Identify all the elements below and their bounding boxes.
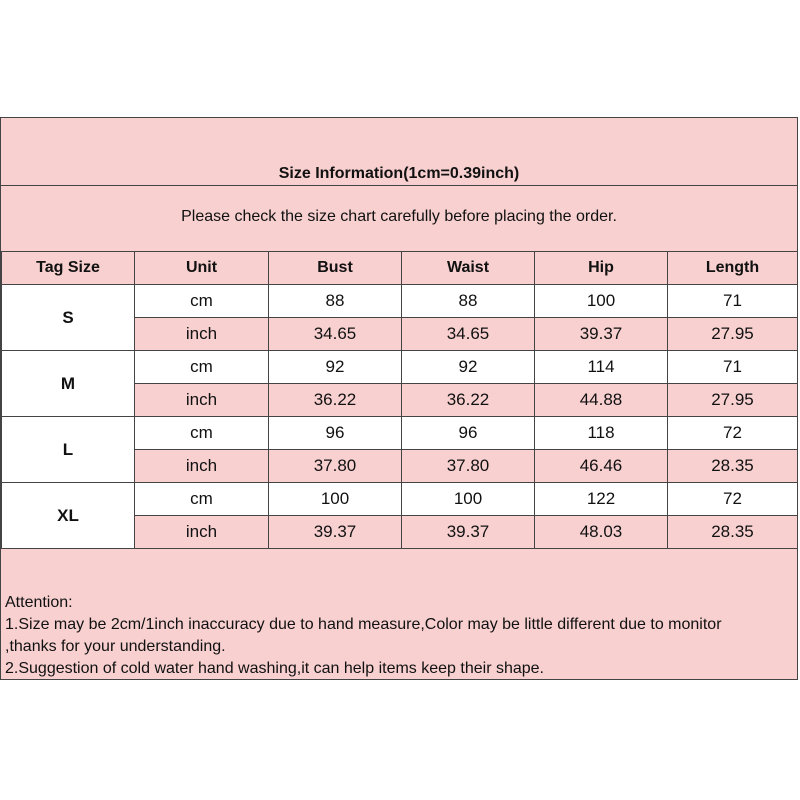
attention-line-1-continued: ,thanks for your understanding. [5,638,226,655]
unit-cell: inch [135,450,269,483]
unit-cell: inch [135,516,269,549]
bust-cell: 100 [269,483,402,516]
bust-cell: 36.22 [269,384,402,417]
hip-cell: 118 [535,417,668,450]
unit-cell: cm [135,483,269,516]
hip-cell: 100 [535,285,668,318]
attention-line-1: 1.Size may be 2cm/1inch inaccuracy due to hand measure,Color may be little different due to monitor [5,616,722,633]
chart-title: Size Information(1cm=0.39inch) [278,165,520,182]
unit-cell: inch [135,318,269,351]
waist-cell: 37.80 [402,450,535,483]
bust-cell: 92 [269,351,402,384]
table-row [2,285,798,318]
bust-cell: 34.65 [269,318,402,351]
size-chart-sheet [0,117,798,680]
tag-size-cell: L [2,417,135,483]
waist-cell: 39.37 [402,516,535,549]
chart-note: Please check the size chart carefully before placing the order. [181,208,617,225]
length-cell: 27.95 [668,384,798,417]
waist-cell: 100 [402,483,535,516]
unit-cell: inch [135,384,269,417]
unit-cell: cm [135,351,269,384]
table-row [2,351,798,384]
hip-cell: 48.03 [535,516,668,549]
header-tag-size: Tag Size [2,252,135,285]
divider [1,185,797,186]
size-table [1,251,798,549]
table-row [2,483,798,516]
tag-size-cell: M [2,351,135,417]
unit-cell: cm [135,285,269,318]
hip-cell: 122 [535,483,668,516]
bust-cell: 88 [269,285,402,318]
length-cell: 28.35 [668,450,798,483]
waist-cell: 96 [402,417,535,450]
length-cell: 28.35 [668,516,798,549]
waist-cell: 88 [402,285,535,318]
header-row [2,252,798,285]
table-row [2,417,798,450]
hip-cell: 114 [535,351,668,384]
header-waist: Waist [402,252,535,285]
header-unit: Unit [135,252,269,285]
attention-notes [5,592,795,680]
hip-cell: 44.88 [535,384,668,417]
length-cell: 72 [668,417,798,450]
bust-cell: 39.37 [269,516,402,549]
bust-cell: 37.80 [269,450,402,483]
bust-cell: 96 [269,417,402,450]
attention-heading: Attention: [5,594,73,611]
waist-cell: 34.65 [402,318,535,351]
header-bust: Bust [269,252,402,285]
length-cell: 71 [668,351,798,384]
hip-cell: 39.37 [535,318,668,351]
length-cell: 71 [668,285,798,318]
tag-size-cell: S [2,285,135,351]
unit-cell: cm [135,417,269,450]
header-hip: Hip [535,252,668,285]
waist-cell: 92 [402,351,535,384]
length-cell: 27.95 [668,318,798,351]
hip-cell: 46.46 [535,450,668,483]
tag-size-cell: XL [2,483,135,549]
waist-cell: 36.22 [402,384,535,417]
header-length: Length [668,252,798,285]
attention-line-2: 2.Suggestion of cold water hand washing,it can help items keep their shape. [5,660,544,677]
length-cell: 72 [668,483,798,516]
